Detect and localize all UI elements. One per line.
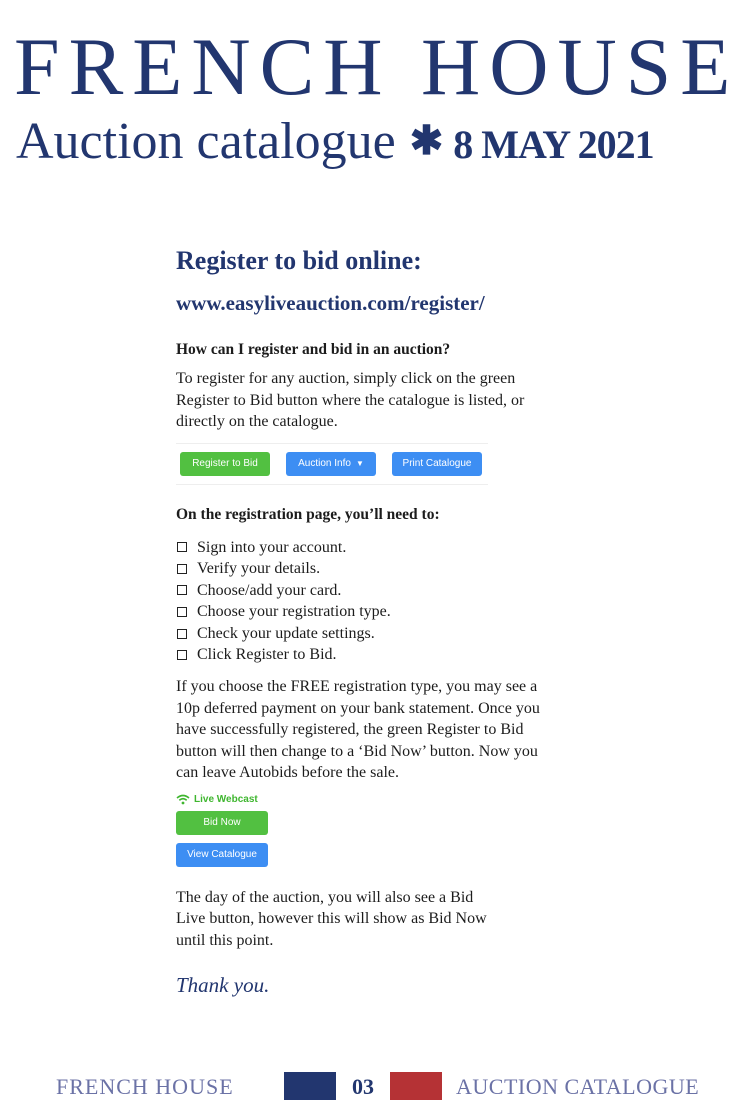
register-to-bid-button[interactable]: Register to Bid bbox=[180, 452, 270, 476]
step-text: Check your update settings. bbox=[197, 624, 375, 642]
footer-brand: FRENCH HOUSE bbox=[56, 1074, 234, 1099]
print-catalogue-button[interactable]: Print Catalogue bbox=[392, 452, 482, 476]
registration-content bbox=[176, 244, 556, 998]
catalogue-button-row bbox=[176, 443, 488, 485]
list-item bbox=[176, 558, 556, 580]
step-text: Choose/add your card. bbox=[197, 581, 342, 599]
checkbox-icon bbox=[177, 542, 187, 552]
auction-info-label: Auction Info bbox=[298, 458, 351, 469]
page-footer bbox=[0, 1070, 750, 1106]
list-item bbox=[176, 537, 556, 559]
footer-blue-block bbox=[284, 1072, 336, 1100]
thank-you-text: Thank you. bbox=[176, 973, 270, 998]
subtitle-text: Auction catalogue bbox=[16, 113, 396, 170]
auction-day-note: The day of the auction, you will also see a Bid Live button, however this will show as Bid Now until this point. bbox=[176, 888, 487, 949]
wifi-icon bbox=[176, 794, 190, 805]
checkbox-icon bbox=[177, 564, 187, 574]
step-text: Click Register to Bid. bbox=[197, 646, 337, 664]
register-heading: Register to bid online: bbox=[176, 246, 422, 275]
auction-date: 8 MAY 2021 bbox=[453, 122, 654, 167]
step-text: Verify your details. bbox=[197, 560, 321, 578]
register-url[interactable]: www.easyliveauction.com/register/ bbox=[176, 291, 485, 315]
checkbox-icon bbox=[177, 607, 187, 617]
live-webcast-indicator bbox=[176, 794, 556, 805]
list-item bbox=[176, 580, 556, 602]
list-item bbox=[176, 601, 556, 623]
checkbox-icon bbox=[177, 585, 187, 595]
chevron-down-icon: ▼ bbox=[355, 459, 364, 468]
step-text: Sign into your account. bbox=[197, 538, 347, 556]
footer-red-block bbox=[390, 1072, 442, 1100]
page-number: 03 bbox=[352, 1074, 374, 1099]
footer-section-label: AUCTION CATALOGUE bbox=[456, 1074, 700, 1099]
bid-now-button[interactable]: Bid Now bbox=[176, 811, 268, 835]
free-registration-note: If you choose the FREE registration type, you may see a 10p deferred payment on your bank statement. Once you have successfully registered, the green Register to Bid button will then change to a ‘Bid Now’ button. Now you can leave Autobids before the sale. bbox=[176, 678, 540, 782]
asterisk-icon: ✱ bbox=[409, 118, 444, 163]
webcast-label: Live Webcast bbox=[194, 793, 258, 805]
auction-info-button[interactable] bbox=[286, 452, 376, 476]
checkbox-icon bbox=[177, 629, 187, 639]
checkbox-icon bbox=[177, 650, 187, 660]
list-item bbox=[176, 623, 556, 645]
steps-list bbox=[176, 537, 556, 667]
list-item bbox=[176, 644, 556, 666]
catalogue-subtitle bbox=[16, 112, 736, 175]
catalogue-title: FRENCH HOUSE bbox=[14, 21, 740, 112]
steps-heading: On the registration page, you’ll need to: bbox=[176, 505, 440, 523]
step-text: Choose your registration type. bbox=[197, 603, 391, 621]
view-catalogue-button[interactable]: View Catalogue bbox=[176, 843, 268, 867]
faq-question: How can I register and bid in an auction? bbox=[176, 341, 451, 358]
faq-answer: To register for any auction, simply click on the green Register to Bid button where the catalogue is listed, or directly on the catalogue. bbox=[176, 370, 525, 430]
